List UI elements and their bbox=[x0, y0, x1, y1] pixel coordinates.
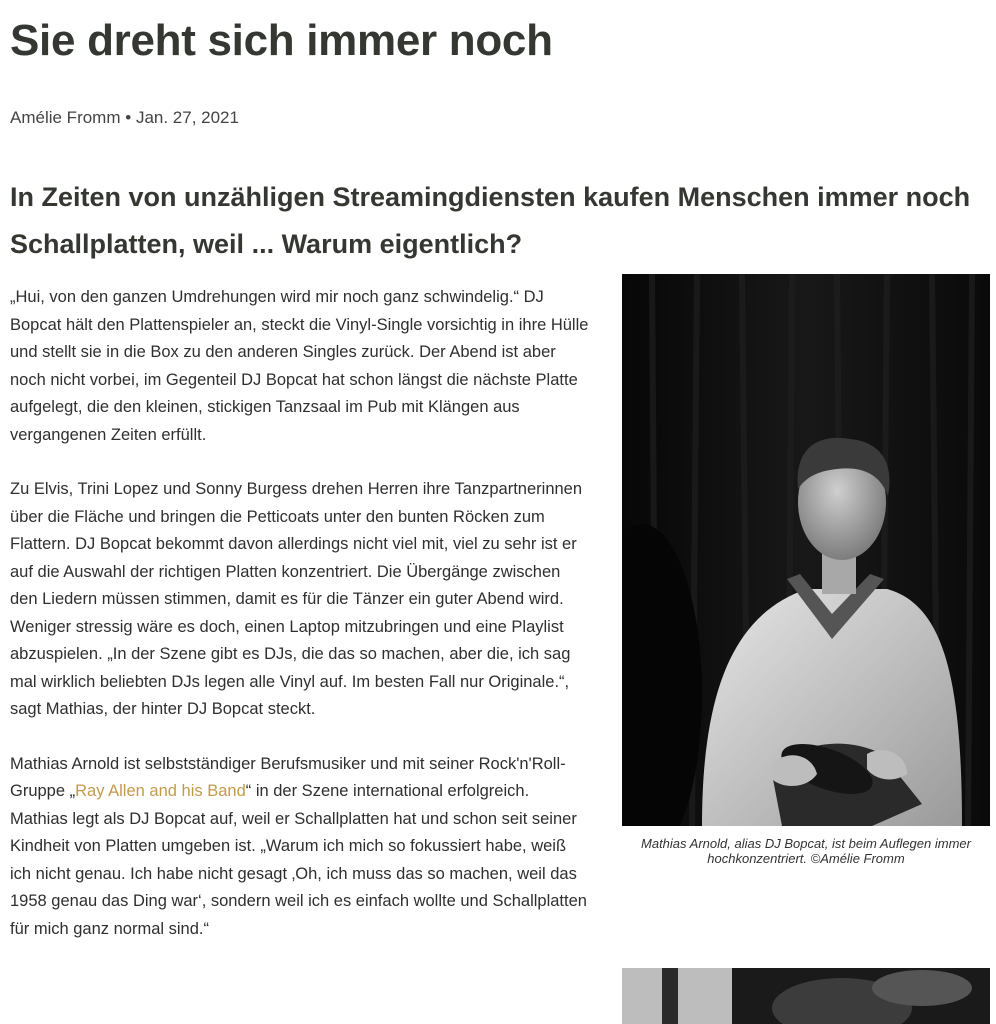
byline-separator: • bbox=[125, 108, 132, 127]
article-photo-second bbox=[622, 968, 990, 1024]
byline bbox=[10, 108, 239, 128]
second-photo-illustration bbox=[622, 968, 990, 1024]
article-lead: In Zeiten von unzähligen Streamingdiensten kaufen Menschen immer noch Schallplatten, weil ... Warum eigentlich? bbox=[10, 182, 971, 259]
author-name[interactable]: Amélie Fromm bbox=[10, 108, 121, 127]
paragraph-3-text-end: “ in der Szene international erfolgreich. Mathias legt als DJ Bopcat auf, weil er Schallplatten hat und schon seit seiner Kindheit von Platten umgeben ist. „Warum ich mich so fokussiert habe, weiß ich nicht genau. Ich habe nicht gesagt ‚Oh, ich muss das so machen, weil das 1958 genau das Ding war‘, sondern weil ich es einfach wollte und Schallplatten für mich ganz normal sind.“ bbox=[10, 782, 587, 938]
paragraph-3-text-start: Mathias Arnold ist selbstständiger Berufsmusiker und mit seiner Rock'n'Roll-Gruppe „ bbox=[10, 754, 566, 800]
photo-caption: Mathias Arnold, alias DJ Bopcat, ist beim Auflegen immer hochkonzentriert. ©Amélie Fromm bbox=[641, 836, 971, 866]
band-link[interactable]: Ray Allen and his Band bbox=[75, 782, 246, 800]
paragraph-2: Zu Elvis, Trini Lopez und Sonny Burgess drehen Herren ihre Tanzpartnerinnen über die Fläche und bringen die Petticoats unter den bunten Röcken zum Flattern. DJ Bopcat bekommt davon allerdings nicht viel mit, viel zu sehr ist er auf die Auswahl der richtigen Platten konzentriert. Die Übergänge zwischen den Liedern müssen stimmen, damit es für die Tänzer ein guter Abend wird. Weniger stressig wäre es doch, einen Laptop mitzubringen und eine Playlist abzuspielen. „In der Szene gibt es DJs, die das so machen, aber die, ich sag mal wirklich beliebten DJs legen alle Vinyl auf. Im besten Fall nur Originale.“, sagt Mathias, der hinter DJ Bopcat steckt. bbox=[10, 480, 583, 718]
article-body bbox=[10, 284, 590, 970]
paragraph-1: „Hui, von den ganzen Umdrehungen wird mir noch ganz schwindelig.“ DJ Bopcat hält den Plattenspieler an, steckt die Vinyl-Single vorsichtig in ihre Hülle und stellt sie in die Box zu den anderen Singles zurück. Der Abend ist aber noch nicht vorbei, im Gegenteil DJ Bopcat hat schon längst die nächste Platte aufgelegt, die den kleinen, stickigen Tanzsaal im Pub mit Klängen aus vergangenen Zeiten erfüllt. bbox=[10, 288, 589, 444]
article-title: Sie dreht sich immer noch bbox=[10, 16, 553, 65]
paragraph-3 bbox=[10, 751, 590, 944]
article-photo-dj bbox=[622, 274, 990, 826]
publish-date: Jan. 27, 2021 bbox=[135, 108, 239, 127]
dj-photo-illustration bbox=[622, 274, 990, 826]
